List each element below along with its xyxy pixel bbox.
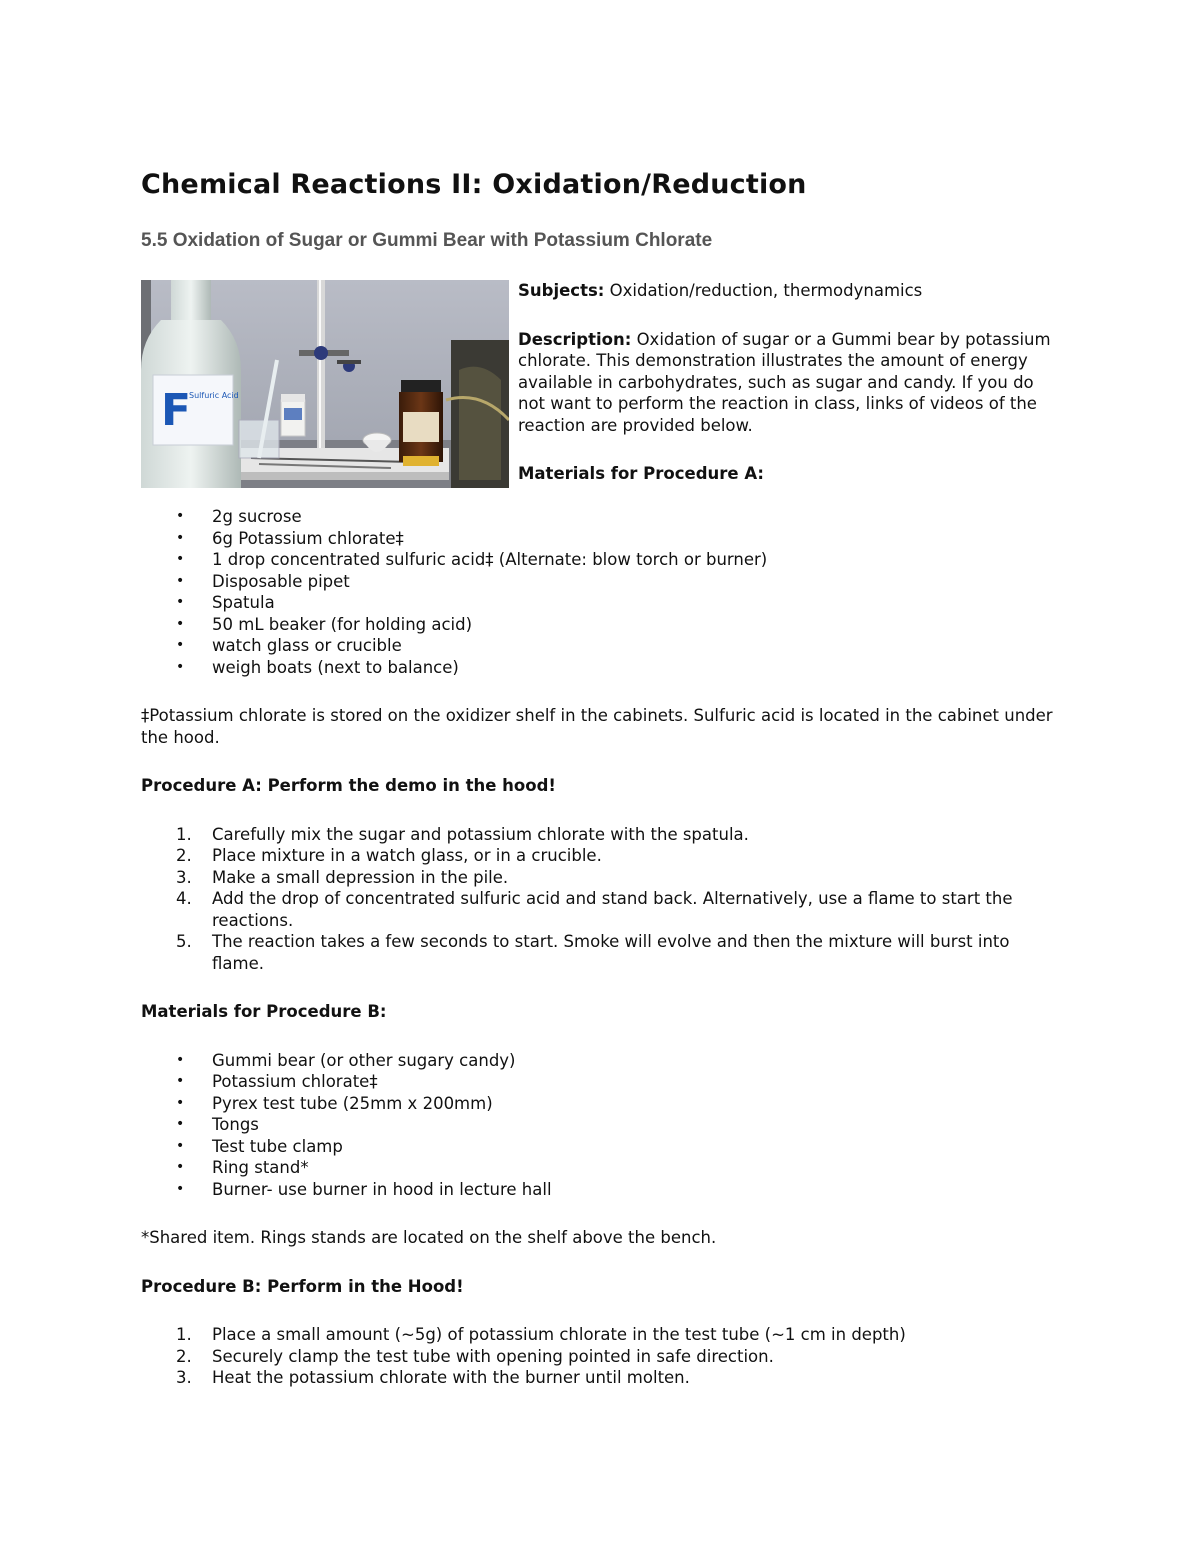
list-item: • Pyrex test tube (25mm x 200mm): [212, 1093, 1061, 1115]
demo-photo-illustration: [141, 280, 509, 488]
list-item: • Spatula: [212, 592, 1061, 614]
list-item: • Ring stand*: [212, 1157, 1061, 1179]
list-item: 2. Securely clamp the test tube with opening pointed in safe direction.: [176, 1346, 774, 1366]
list-item: 5. The reaction takes a few seconds to start. Smoke will evolve and then the mixture will burst into flame.: [176, 932, 1010, 973]
procedure-b-steps: [141, 1324, 1061, 1389]
subjects-label: Subjects:: [518, 281, 605, 300]
list-item: • 2g sucrose: [212, 506, 1061, 528]
description-paragraph: [518, 329, 1058, 437]
procedure-b-heading: Procedure B: Perform in the Hood!: [141, 1276, 464, 1296]
list-item: • weigh boats (next to balance): [212, 657, 1061, 679]
bottle-label: Sulfuric Acid: [189, 391, 239, 400]
materials-a-list: [141, 506, 1061, 678]
description-text: Oxidation of sugar or a Gummi bear by potassium chlorate. This demonstration illustrates the amount of energy available in carbohydrates, such as sugar and candy. If you do not want to perform the reaction in class, links of videos of the reaction are provided below.: [518, 329, 1051, 435]
materials-b-list: [141, 1050, 1061, 1201]
materials-a-note: ‡Potassium chlorate is stored on the oxidizer shelf in the cabinets. Sulfuric acid is located in the cabinet under the hood.: [141, 706, 1053, 747]
materials-b-note: *Shared item. Rings stands are located on the shelf above the bench.: [141, 1228, 717, 1247]
demo-photo: [141, 280, 509, 488]
list-item: 3. Heat the potassium chlorate with the burner until molten.: [176, 1368, 690, 1387]
bottle-letter: F: [161, 385, 192, 436]
subjects-line: [518, 280, 1058, 302]
list-item: • watch glass or crucible: [212, 635, 1061, 657]
list-item: 4. Add the drop of concentrated sulfuric acid and stand back. Alternatively, use a flame to start the reactions.: [176, 889, 1013, 930]
subjects-text: Oxidation/reduction, thermodynamics: [604, 281, 923, 300]
list-item: 2. Place mixture in a watch glass, or in a crucible.: [176, 846, 602, 865]
list-item: • 1 drop concentrated sulfuric acid‡ (Alternate: blow torch or burner): [212, 549, 1061, 571]
list-item: • Tongs: [212, 1114, 1061, 1136]
list-item: • Burner- use burner in hood in lecture hall: [212, 1179, 1061, 1201]
list-item: • 6g Potassium chlorate‡: [212, 528, 1061, 550]
procedure-a-steps: [141, 824, 1061, 975]
list-item: 1. Place a small amount (~5g) of potassium chlorate in the test tube (~1 cm in depth): [176, 1325, 906, 1344]
list-item: • Test tube clamp: [212, 1136, 1061, 1158]
list-item: • Disposable pipet: [212, 571, 1061, 593]
section-heading: 5.5 Oxidation of Sugar or Gummi Bear with Potassium Chlorate: [141, 230, 713, 251]
materials-b-heading: Materials for Procedure B:: [141, 1002, 387, 1021]
document-page: [141, 166, 1061, 1389]
materials-a-heading: Materials for Procedure A:: [518, 464, 765, 483]
list-item: 3. Make a small depression in the pile.: [176, 867, 509, 887]
list-item: 1. Carefully mix the sugar and potassium chlorate with the spatula.: [176, 824, 749, 844]
intro-block: [141, 280, 1061, 490]
list-item: • 50 mL beaker (for holding acid): [212, 614, 1061, 636]
intro-text: [518, 280, 1058, 512]
list-item: • Potassium chlorate‡: [212, 1071, 1061, 1093]
description-label: Description:: [518, 329, 632, 349]
list-item: • Gummi bear (or other sugary candy): [212, 1050, 1061, 1072]
document-title: Chemical Reactions II: Oxidation/Reduction: [141, 169, 807, 200]
procedure-a-heading: Procedure A: Perform the demo in the hood!: [141, 776, 556, 795]
